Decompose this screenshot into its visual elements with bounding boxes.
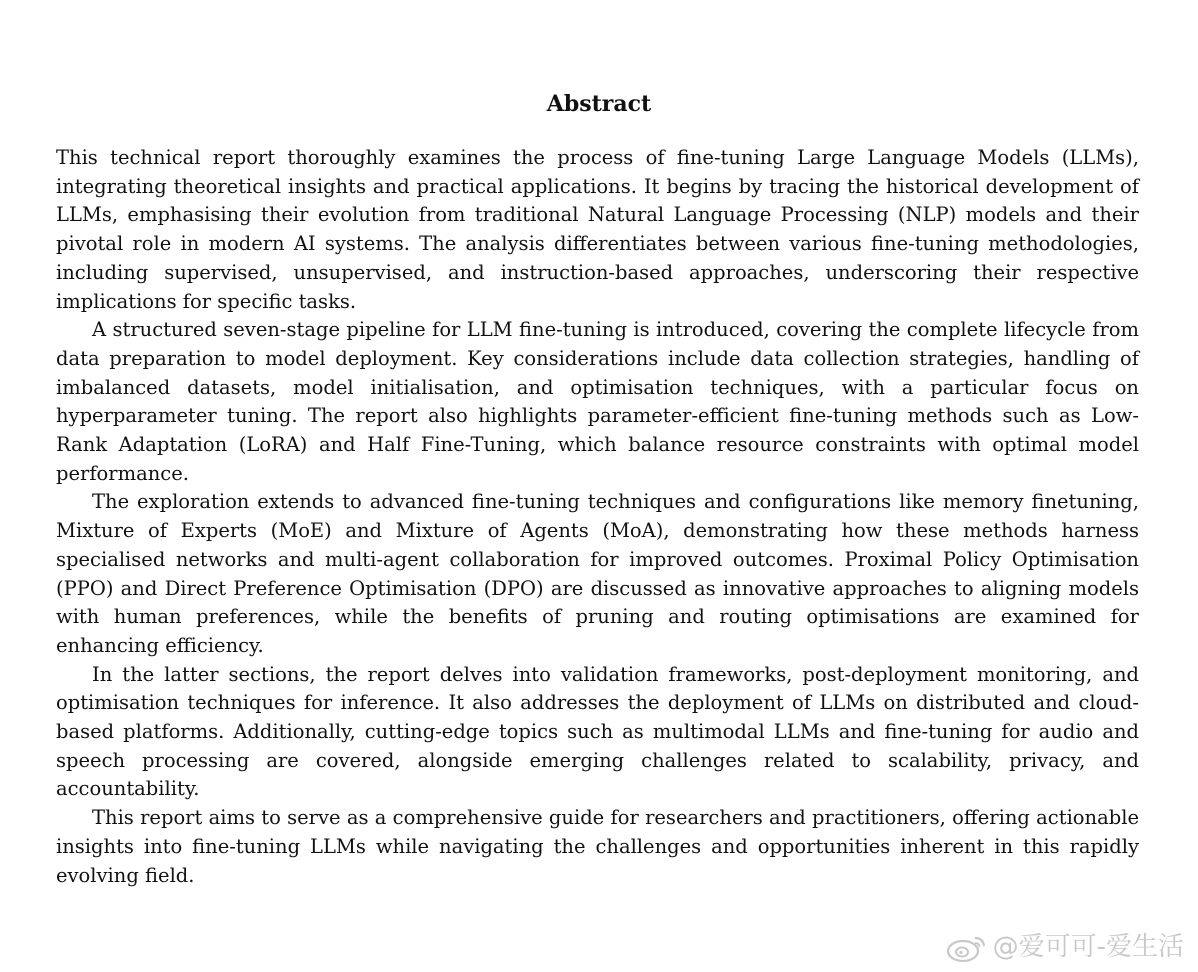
abstract-paragraph-3: The exploration extends to advanced fine-tuning techniques and configurations like memory finetuning, Mixture of Experts (MoE) and Mixture of Agents (MoA), demonstrating how these methods harness specialised networks and multi-agent collaboration for improved outcomes. Proximal Policy Optimisation (PPO) and Direct Preference Optimisation (DPO) are discussed as innovative approaches to aligning models with human preferences, while the benefits of pruning and routing optimisations are examined for enhancing efficiency. (56, 490, 1139, 657)
watermark-text: @爱可可-爱生活 (992, 932, 1184, 962)
abstract-paragraph-5: This report aims to serve as a comprehensive guide for researchers and practitioners, offering actionable insights into fine-tuning LLMs while navigating the challenges and opportunities inherent in this rapidly evolving field. (56, 806, 1139, 887)
abstract-heading: Abstract (546, 91, 652, 117)
watermark (945, 932, 1184, 962)
abstract-paragraph-1: This technical report thoroughly examines the process of fine-tuning Large Language Models (LLMs), integrating theoretical insights and practical applications. It begins by tracing the historical development of LLMs, emphasising their evolution from traditional Natural Language Processing (NLP) models and their pivotal role in modern AI systems. The analysis differentiates between various fine-tuning methodologies, including supervised, unsupervised, and instruction-based approaches, underscoring their respective implications for specific tasks. (56, 146, 1139, 313)
abstract-body (56, 144, 1139, 890)
abstract-paragraph-4: In the latter sections, the report delves into validation frameworks, post-deployment monitoring, and optimisation techniques for inference. It also addresses the deployment of LLMs on distributed and cloud-based platforms. Additionally, cutting-edge topics such as multimodal LLMs and fine-tuning for audio and speech processing are covered, alongside emerging challenges related to scalability, privacy, and accountability. (56, 662, 1139, 801)
abstract-paragraph-2: A structured seven-stage pipeline for LLM fine-tuning is introduced, covering the complete lifecycle from data preparation to model deployment. Key considerations include data collection strategies, handling of imbalanced datasets, model initialisation, and optimisation techniques, with a particular focus on hyperparameter tuning. The report also highlights parameter-efficient fine-tuning methods such as Low-Rank Adaptation (LoRA) and Half Fine-Tuning, which balance resource constraints with optimal model performance. (56, 318, 1139, 485)
weibo-icon (945, 932, 989, 962)
